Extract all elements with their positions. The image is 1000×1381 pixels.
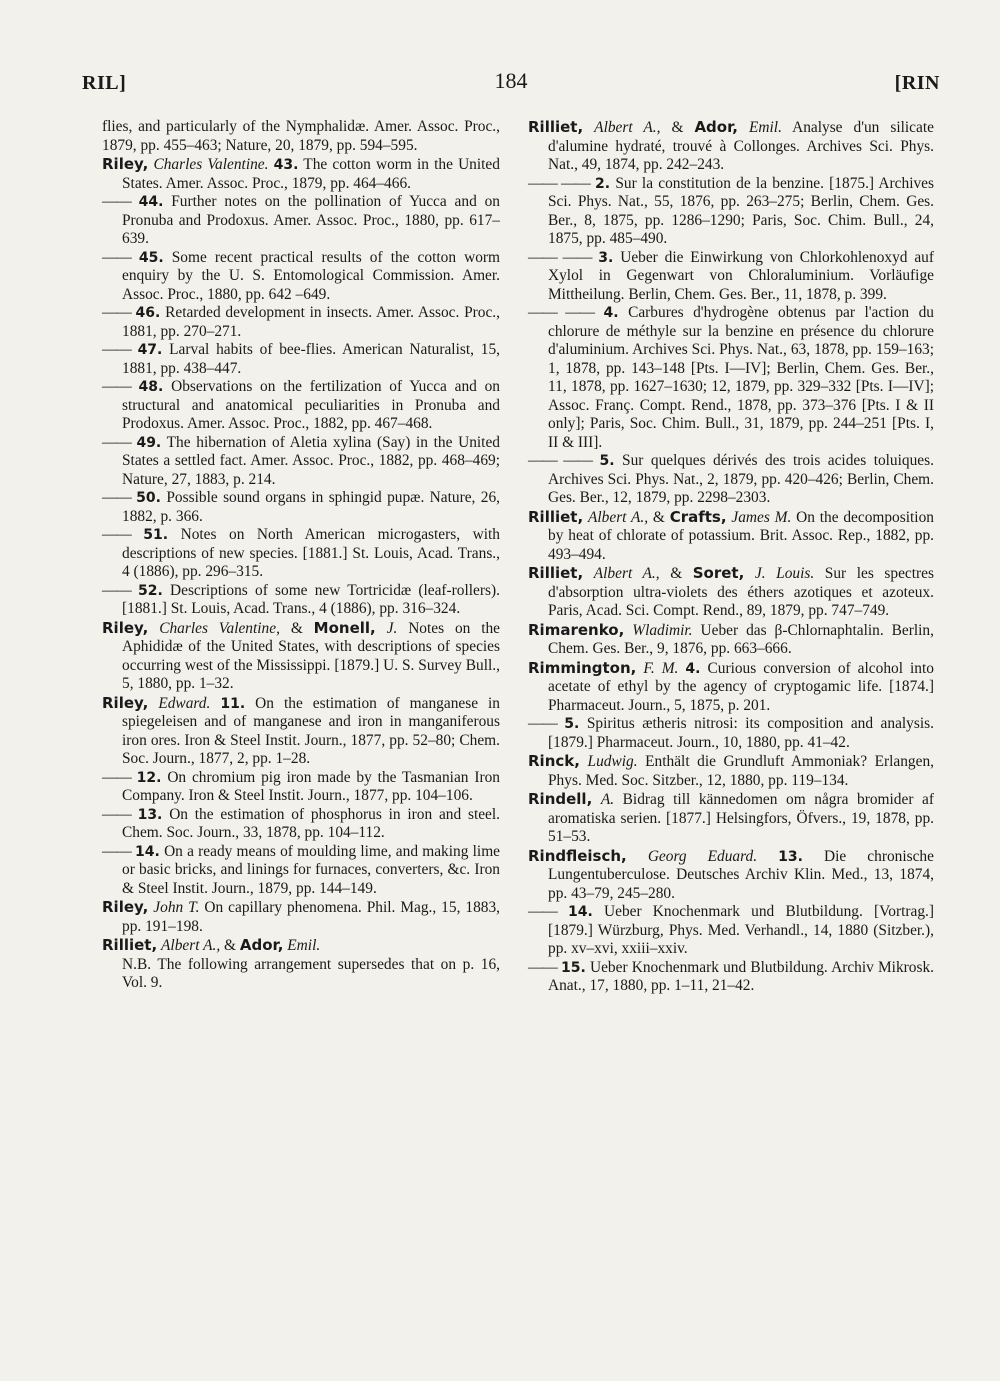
- ditto-dash: ——: [102, 341, 131, 358]
- entry-text: Die chronische Lungentuberculose. Deutsches Archiv Klin. Med., 13, 1874, pp. 43–79, 245–280.: [548, 847, 934, 902]
- page-number: 184: [494, 68, 528, 93]
- coauthor-given-name: Emil.: [287, 937, 321, 954]
- ditto-dash: —— ——: [528, 304, 595, 321]
- entry-text: Analyse d'un silicate d'alumine hydraté, trouvé à Collonges. Archives Sci. Phys. Nat., 49, 1874, pp. 242–243.: [548, 119, 934, 173]
- coauthor-name: Soret,: [692, 564, 745, 582]
- author-given-name: Wladimir.: [632, 621, 693, 639]
- entry-text: Possible sound organs in sphingid pupæ. Nature, 26, 1882, p. 366.: [122, 489, 500, 525]
- entry-text: Bidrag till kännedomen om några bromider af aromatiska serien. [1877.] Helsingfors, Öfvers., 19, 1878, pp. 51–53.: [548, 791, 934, 845]
- bibliography-entry: [102, 341, 500, 378]
- ditto-dash: ——: [102, 581, 131, 599]
- entry-number: 46.: [135, 305, 161, 321]
- entry-text: Ueber Knochenmark und Blutbildung. [Vortrag.] [1879.] Würzburg, Phys. Med. Verhandl., 14, 1880 (Sitzber.), pp. xv–xvi, xxiii–xxiv.: [548, 903, 934, 957]
- entry-number: 12.: [136, 769, 162, 786]
- entry-number: 48.: [138, 379, 164, 395]
- left-column: [102, 118, 500, 993]
- bibliography-entry: [528, 715, 934, 752]
- bibliography-entry: [528, 452, 934, 508]
- entry-text: Ueber die Einwirkung von Chlorkohlenoxyd auf Xylol in Gegenwart von Chloraluminium. Vorläufige Mittheilung. Berlin, Chem. Ges. Ber., 11, 1878, p. 399.: [548, 248, 934, 303]
- bibliography-entry: [102, 806, 500, 843]
- bibliography-entry: [102, 843, 500, 899]
- coauthor-name: Crafts,: [669, 507, 727, 526]
- bibliography-entry: [102, 769, 500, 806]
- entry-text: Sur quelques dérivés des trois acides toluiques. Archives Sci. Phys. Nat., 2, 1879, pp. 420–426; Berlin, Chem. Ges. Ber., 12, 1879, pp. 2298–2303.: [548, 452, 934, 506]
- entry-text: Notes on the Aphididæ of the United States, with descriptions of species occurring west of the Mississippi. [1879.] U. S. Survey Bull., 5, 1880, pp. 1–32.: [122, 619, 501, 692]
- bibliography-entry: [102, 378, 500, 434]
- bibliography-entry: [102, 434, 500, 490]
- entry-text: Sur la constitution de la benzine. [1875.] Archives Sci. Phys. Nat., 55, 1876, pp. 263–275; Berlin, Chem. Ges. Ber., 8, 1875, pp. 1286–1290; Paris, Soc. Chim. Bull., 24, 1875, pp. 485–490.: [548, 174, 934, 247]
- author-name: Riley,: [102, 155, 149, 173]
- author-given-name: Edward.: [158, 694, 211, 712]
- coauthor-given-name: James M.: [731, 508, 792, 526]
- coauthor-given-name: J. Louis.: [754, 565, 815, 582]
- bibliography-entry: [102, 193, 500, 249]
- entry-number: 4.: [685, 660, 701, 677]
- author-given-name: A.: [600, 791, 615, 808]
- entry-text: Observations on the fertilization of Yucca and on structural and anatomical peculiarities in Pronuba and Prodoxus. Amer. Assoc. Proc., 1882, pp. 467–468.: [122, 378, 500, 432]
- running-head-left: RIL]: [82, 72, 127, 94]
- bibliography-entry: [102, 619, 500, 694]
- entry-number: 49.: [136, 434, 162, 451]
- bibliography-entry: [102, 936, 500, 956]
- ditto-dash: ——: [528, 715, 557, 732]
- entry-number: 51.: [143, 527, 169, 543]
- bibliography-entry: [528, 659, 934, 716]
- author-given-name: Albert A.,: [161, 937, 221, 954]
- entry-text: Sur les spectres d'absorption ultra-violets des éthers azotiques et azoteux. Paris, Acad. Sci. Compt. Rend., 89, 1879, pp. 747–749.: [548, 565, 934, 619]
- running-head-right: [RIN: [894, 72, 940, 94]
- author-given-name: John T.: [153, 899, 200, 916]
- coauthor-name: Ador,: [239, 936, 284, 954]
- entry-number: 50.: [136, 490, 161, 506]
- bibliography-entry: [528, 621, 934, 659]
- entry-number: 15.: [560, 959, 586, 976]
- ditto-dash: ——: [102, 433, 131, 451]
- entry-text: Some recent practical results of the cotton worm enquiry by the U. S. Entomological Commission. Amer. Assoc. Proc., 1880, pp. 642 –649.: [122, 248, 500, 303]
- ditto-dash: ——: [102, 248, 131, 266]
- entry-text: On the estimation of phosphorus in iron and steel. Chem. Soc. Journ., 33, 1878, pp. 104–112.: [122, 805, 501, 841]
- bibliography-entry: [528, 118, 934, 175]
- entry-text: flies, and particularly of the Nymphalidæ. Amer. Assoc. Proc., 1879, pp. 455–463; Nature, 20, 1879, pp. 594–595.: [102, 118, 500, 154]
- bibliography-entry: [102, 898, 500, 936]
- entry-number: 5.: [599, 453, 615, 469]
- entry-text: On chromium pig iron made by the Tasmanian Iron Company. Iron & Steel Instit. Journ., 1877, pp. 104–106.: [122, 768, 500, 804]
- ampersand: &: [670, 565, 683, 582]
- author-given-name: Charles Valentine,: [159, 619, 280, 637]
- entry-number: 2.: [595, 175, 611, 192]
- ditto-dash: ——: [102, 193, 131, 210]
- bibliography-entry: [528, 508, 934, 565]
- author-given-name: Charles Valentine.: [153, 156, 269, 173]
- ditto-dash: ——: [102, 768, 131, 786]
- bibliography-entry: [528, 249, 934, 305]
- author-given-name: Albert A.,: [594, 119, 661, 136]
- bibliography-entry: [528, 790, 934, 847]
- entry-number: 52.: [137, 582, 163, 599]
- entry-number: 47.: [137, 342, 163, 358]
- ditto-dash: —— ——: [528, 174, 590, 192]
- ampersand: &: [652, 508, 665, 526]
- author-name: Rinck,: [528, 752, 580, 770]
- bibliography-entry: [102, 694, 500, 769]
- entry-number: 13.: [137, 806, 163, 823]
- entry-text: On the estimation of manganese in spiegeleisen and of manganese and iron in manganiferous iron ores. Iron & Steel Instit. Journ., 1877, pp. 52–80; Chem. Soc. Journ., 1877, 2, pp. 1–28.: [122, 694, 500, 767]
- ditto-dash: ——: [102, 489, 131, 506]
- ditto-dash: ——: [102, 378, 131, 395]
- bibliography-entry: [102, 304, 500, 341]
- entry-text: Retarded development in insects. Amer. Assoc. Proc., 1881, pp. 270–271.: [122, 304, 500, 340]
- bibliography-entry: [528, 959, 934, 996]
- coauthor-given-name: Emil.: [749, 119, 782, 136]
- author-name: Rindell,: [528, 790, 593, 808]
- bibliography-entry: [102, 249, 500, 305]
- entry-text: Further notes on the pollination of Yucca and on Pronuba and Prodoxus. Amer. Assoc. Proc., 1880, pp. 617–639.: [122, 193, 500, 247]
- bibliography-entry: [102, 582, 500, 619]
- entry-number: 5.: [564, 716, 580, 732]
- page-header: [82, 62, 940, 102]
- ampersand: &: [224, 937, 237, 954]
- bibliography-entry: [528, 175, 934, 249]
- author-name: Rilliet,: [102, 936, 158, 954]
- author-name: Rilliet,: [528, 564, 584, 582]
- author-name: Riley,: [102, 898, 149, 916]
- right-column: [528, 118, 934, 996]
- ampersand: &: [290, 619, 303, 637]
- ditto-dash: ——: [102, 526, 131, 543]
- entry-text: The hibernation of Aletia xylina (Say) in the United States a settled fact. Amer. Assoc. Proc., 1882, pp. 468–469; Nature, 27, 1883, p. 214.: [122, 433, 500, 488]
- entry-number: 45.: [138, 249, 164, 266]
- author-name: Rilliet,: [528, 118, 584, 136]
- bibliography-entry: [528, 304, 934, 452]
- ampersand: &: [671, 119, 684, 136]
- bibliography-entry: [528, 847, 934, 904]
- ditto-dash: ——: [102, 842, 131, 860]
- entry-text: The cotton worm in the United States. Amer. Assoc. Proc., 1879, pp. 464–466.: [122, 156, 500, 192]
- entry-text: Carbures d'hydrogène obtenus par l'action du chlorure de méthyle sur la benzine en présence du chlorure d'aluminium. Archives Sci. Phys. Nat., 63, 1878, pp. 159–163; 1, 1878, pp. 143–148 [Pts. I—IV]; Berlin, Chem. Ges. Ber., 11, 1878, pp. 1627–1630; 12, 1879, pp. 329–332 [Pts. I—IV]; Assoc. Franç. Compt. Rend., 1878, pp. 373–376 [Pts. I & II only]; Paris, Soc. Chim. Bull., 31, 1879, pp. 244–251 [Pts. I, II & III].: [548, 304, 934, 451]
- author-name: Rimmington,: [528, 658, 637, 677]
- author-name: Rindfleisch,: [528, 846, 627, 865]
- entry-text: On the decomposition by heat of chlorate of potassium. Brit. Assoc. Rep., 1882, pp. 493–494.: [548, 508, 934, 563]
- author-given-name: F. M.: [643, 659, 679, 677]
- entry-text: Larval habits of bee-flies. American Naturalist, 15, 1881, pp. 438–447.: [122, 341, 500, 377]
- entry-number: 14.: [135, 843, 160, 860]
- bibliography-entry: [102, 155, 500, 193]
- author-name: Riley,: [102, 618, 149, 637]
- coauthor-given-name: J.: [386, 619, 398, 637]
- ditto-dash: —— ——: [528, 452, 593, 469]
- bibliography-entry: [102, 526, 500, 582]
- entry-number: 44.: [138, 194, 164, 210]
- author-given-name: Albert A.,: [587, 508, 649, 526]
- ditto-dash: ——: [102, 304, 131, 321]
- entry-text: On capillary phenomena. Phil. Mag., 15, 1883, pp. 191–198.: [122, 899, 501, 935]
- entry-number: 13.: [778, 848, 803, 865]
- author-name: Rimarenko,: [528, 620, 625, 639]
- bibliography-entry: [528, 752, 934, 790]
- ditto-dash: ——: [102, 805, 131, 823]
- author-name: Riley,: [102, 693, 149, 712]
- entry-text: Spiritus ætheris nitrosi: its composition and analysis. [1879.] Pharmaceut. Journ., 10, 1880, pp. 41–42.: [548, 715, 934, 751]
- entry-text: Enthält die Grundluft Ammoniak? Erlangen, Phys. Med. Soc. Sitzber., 12, 1880, pp. 119–134.: [548, 753, 934, 789]
- entry-continuation: [102, 118, 500, 155]
- author-name: Rilliet,: [528, 507, 584, 526]
- entry-text: Curious conversion of alcohol into acetate of ethyl by the agency of cryptogamic life. [1874.] Pharmaceut. Journ., 5, 1875, p. 201.: [548, 659, 934, 714]
- ditto-dash: ——: [528, 958, 557, 976]
- entry-text: On a ready means of moulding lime, and making lime or basic bricks, and linings for furnaces, converters, &c. Iron & Steel Instit. Journ., 1879, pp. 144–149.: [122, 842, 500, 897]
- coauthor-name: Monell,: [313, 618, 376, 637]
- author-given-name: Georg Eduard.: [647, 847, 758, 865]
- coauthor-name: Ador,: [694, 118, 738, 136]
- entry-number: 11.: [220, 695, 246, 712]
- ditto-dash: ——: [528, 903, 557, 920]
- entry-text: Ueber Knochenmark und Blutbildung. Archiv Mikrosk. Anat., 17, 1880, pp. 1–11, 21–42.: [548, 958, 934, 994]
- entry-text: Ueber das β-Chlornaphtalin. Berlin, Chem. Ges. Ber., 9, 1876, pp. 663–666.: [548, 621, 934, 657]
- bibliography-entry: [102, 489, 500, 526]
- entry-text: Descriptions of some new Tortricidæ (leaf-rollers). [1881.] St. Louis, Acad. Trans., 4 (1886), pp. 316–324.: [122, 581, 500, 617]
- bibliography-entry: [528, 903, 934, 959]
- entry-number: 14.: [567, 904, 593, 920]
- ditto-dash: —— ——: [528, 248, 592, 266]
- author-given-name: Albert A.,: [593, 565, 660, 582]
- note: [102, 956, 500, 993]
- entry-number: 43.: [273, 157, 299, 173]
- entry-text: Notes on North American microgasters, with descriptions of new species. [1881.] St. Louis, Acad. Trans., 4 (1886), pp. 296–315.: [122, 526, 500, 580]
- entry-number: 3.: [598, 249, 614, 266]
- bibliography-entry: [528, 564, 934, 621]
- author-given-name: Ludwig.: [587, 753, 638, 770]
- entry-number: 4.: [603, 305, 619, 321]
- note-text: N.B. The following arrangement supersedes that on p. 16, Vol. 9.: [122, 955, 500, 991]
